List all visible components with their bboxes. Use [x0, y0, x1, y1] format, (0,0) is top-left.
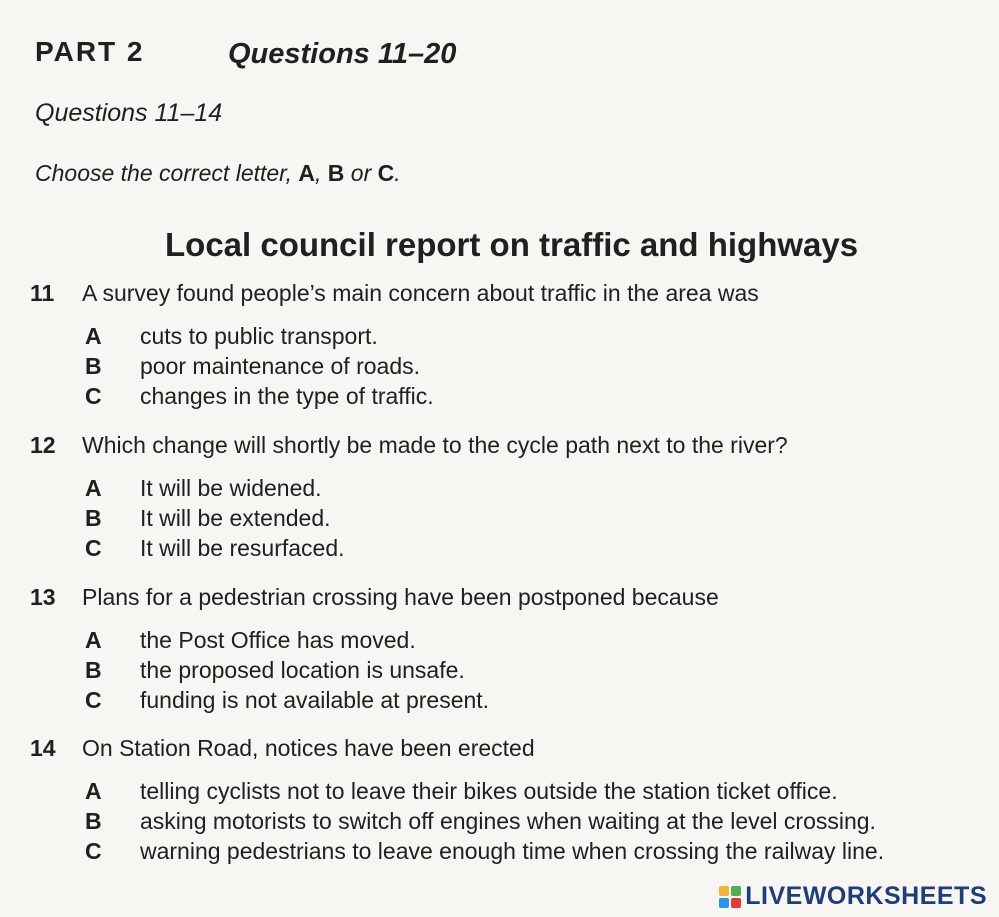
- instruction-letter-b: B: [327, 160, 345, 186]
- instruction-letter-a: A: [298, 160, 315, 186]
- report-title: Local council report on traffic and highways: [165, 226, 859, 263]
- options-list: [30, 625, 970, 715]
- option-letter: B: [85, 505, 102, 531]
- option-b[interactable]: [85, 806, 970, 836]
- option-c[interactable]: [85, 836, 970, 866]
- option-text: It will be resurfaced.: [140, 535, 345, 561]
- option-a[interactable]: [85, 473, 970, 503]
- question-text: Which change will shortly be made to the cycle path next to the river?: [82, 432, 788, 458]
- option-text: It will be widened.: [140, 475, 322, 501]
- question-stem: [30, 735, 970, 762]
- part-label: PART 2: [35, 36, 145, 67]
- option-a[interactable]: [85, 625, 970, 655]
- option-text: poor maintenance of roads.: [140, 353, 421, 379]
- option-text: asking motorists to switch off engines when waiting at the level crossing.: [140, 808, 876, 834]
- question-11: [30, 280, 970, 411]
- option-text: the Post Office has moved.: [140, 627, 416, 653]
- questions-range: Questions 11–20: [228, 38, 457, 70]
- section-subheading: Questions 11–14: [35, 99, 223, 127]
- instruction-text: [35, 160, 401, 187]
- option-letter: B: [85, 657, 102, 683]
- question-stem: [30, 432, 970, 459]
- question-14: [30, 735, 970, 866]
- logo-square-1: [719, 886, 729, 896]
- question-number: 12: [30, 432, 56, 458]
- question-number: 11: [30, 280, 55, 306]
- option-letter: C: [85, 838, 102, 864]
- option-letter: C: [85, 383, 102, 409]
- option-c[interactable]: [85, 533, 970, 563]
- option-letter: A: [85, 323, 102, 349]
- option-text: warning pedestrians to leave enough time when crossing the railway line.: [140, 838, 885, 864]
- option-letter: C: [85, 687, 102, 713]
- question-stem: [30, 584, 970, 611]
- option-text: It will be extended.: [140, 505, 331, 531]
- option-b[interactable]: [85, 503, 970, 533]
- option-b[interactable]: [85, 655, 970, 685]
- option-a[interactable]: [85, 321, 970, 351]
- logo-mark-icon: [719, 886, 741, 908]
- question-13: [30, 584, 970, 715]
- options-list: [30, 321, 970, 411]
- instruction-letter-c: C: [377, 160, 395, 186]
- option-c[interactable]: [85, 381, 970, 411]
- instruction-comma: ,: [314, 160, 328, 186]
- option-c[interactable]: [85, 685, 970, 715]
- option-letter: B: [85, 353, 102, 379]
- liveworksheets-logo[interactable]: [719, 882, 987, 911]
- question-stem: [30, 280, 970, 307]
- logo-square-4: [731, 898, 741, 908]
- question-12: [30, 432, 970, 563]
- option-text: funding is not available at present.: [140, 687, 490, 713]
- options-list: [30, 776, 970, 866]
- logo-square-3: [719, 898, 729, 908]
- option-text: changes in the type of traffic.: [140, 383, 434, 409]
- question-text: Plans for a pedestrian crossing have been postponed because: [82, 584, 719, 610]
- option-letter: B: [85, 808, 102, 834]
- question-number: 13: [30, 584, 56, 610]
- question-text: A survey found people’s main concern about traffic in the area was: [82, 280, 759, 306]
- instruction-prefix: Choose the correct letter,: [35, 160, 299, 186]
- option-text: the proposed location is unsafe.: [140, 657, 465, 683]
- option-text: cuts to public transport.: [140, 323, 378, 349]
- option-letter: C: [85, 535, 102, 561]
- option-b[interactable]: [85, 351, 970, 381]
- logo-text: LIVEWORKSHEETS: [745, 882, 987, 910]
- option-text: telling cyclists not to leave their bikes outside the station ticket office.: [140, 778, 838, 804]
- instruction-period: .: [394, 160, 401, 186]
- question-text: On Station Road, notices have been erected: [82, 735, 535, 761]
- instruction-or: or: [344, 160, 378, 186]
- question-number: 14: [30, 735, 56, 761]
- options-list: [30, 473, 970, 563]
- option-letter: A: [85, 627, 102, 653]
- option-a[interactable]: [85, 776, 970, 806]
- logo-square-2: [731, 886, 741, 896]
- option-letter: A: [85, 778, 102, 804]
- option-letter: A: [85, 475, 102, 501]
